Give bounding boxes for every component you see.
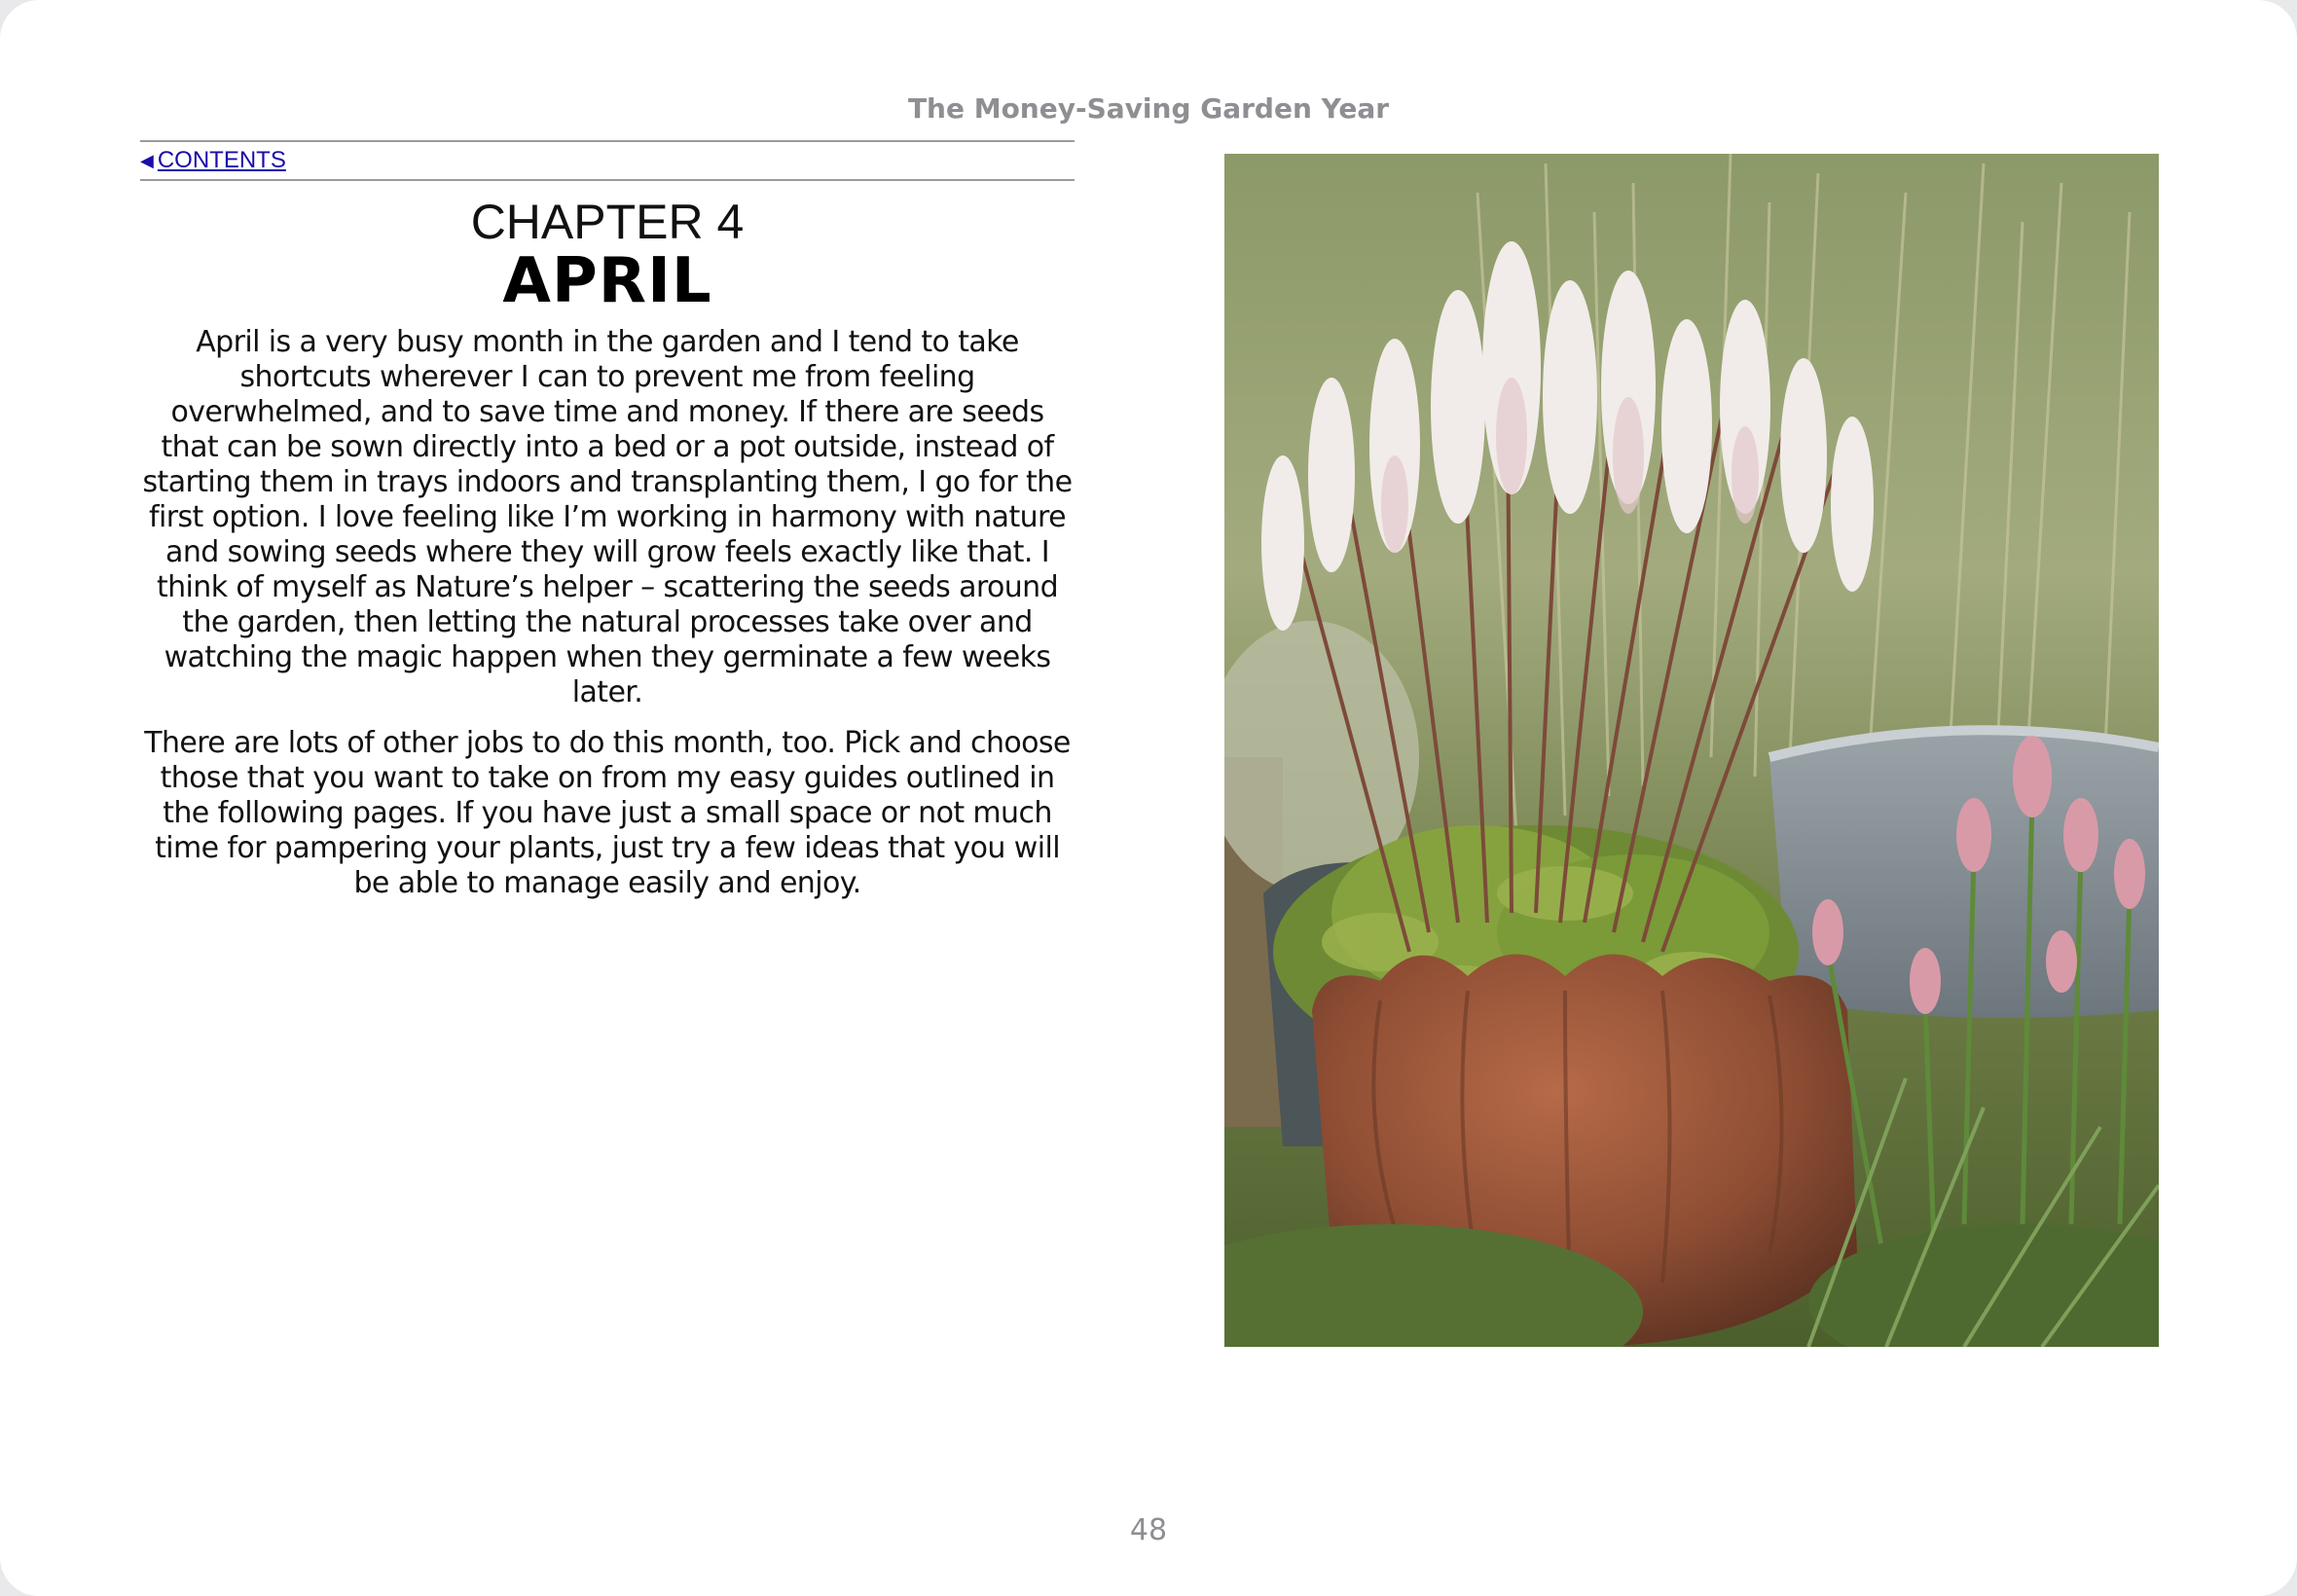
book-title: The Money-Saving Garden Year <box>907 92 1390 125</box>
paragraph: April is a very busy month in the garden and I tend to take shortcuts wherever I can to prevent me from feeling overwhelmed, and to save time and money. If there are seeds that can be sown directly into a bed or a pot outside, instead of starting them in trays indoors and transplanting them, I go for the first option. I love feeling like I’m working in harmony with nature and sowing seeds where they will grow feels exactly like that. I think of myself as Nature’s helper – scattering the seeds around the garden, then letting the natural processes take over and watching the magic happen when they germinate a few weeks later. <box>142 325 1073 709</box>
contents-nav <box>140 140 1075 181</box>
chapter-title: APRIL <box>502 245 712 317</box>
contents-link[interactable]: CONTENTS <box>157 147 286 173</box>
back-arrow-icon[interactable]: ◀ <box>140 151 154 170</box>
text-column <box>140 140 1075 901</box>
garden-photo-icon <box>1224 154 2159 1347</box>
page-number: 48 <box>1129 1513 1168 1547</box>
chapter-number: CHAPTER 4 <box>470 195 745 249</box>
paragraph: There are lots of other jobs to do this month, too. Pick and choose those that you want to take on from my easy guides outlined in the following pages. If you have just a small space or not much time for pampering your plants, just try a few ideas that you will be able to manage easily and enjoy. <box>144 726 1071 900</box>
garden-photo <box>1224 154 2159 1347</box>
